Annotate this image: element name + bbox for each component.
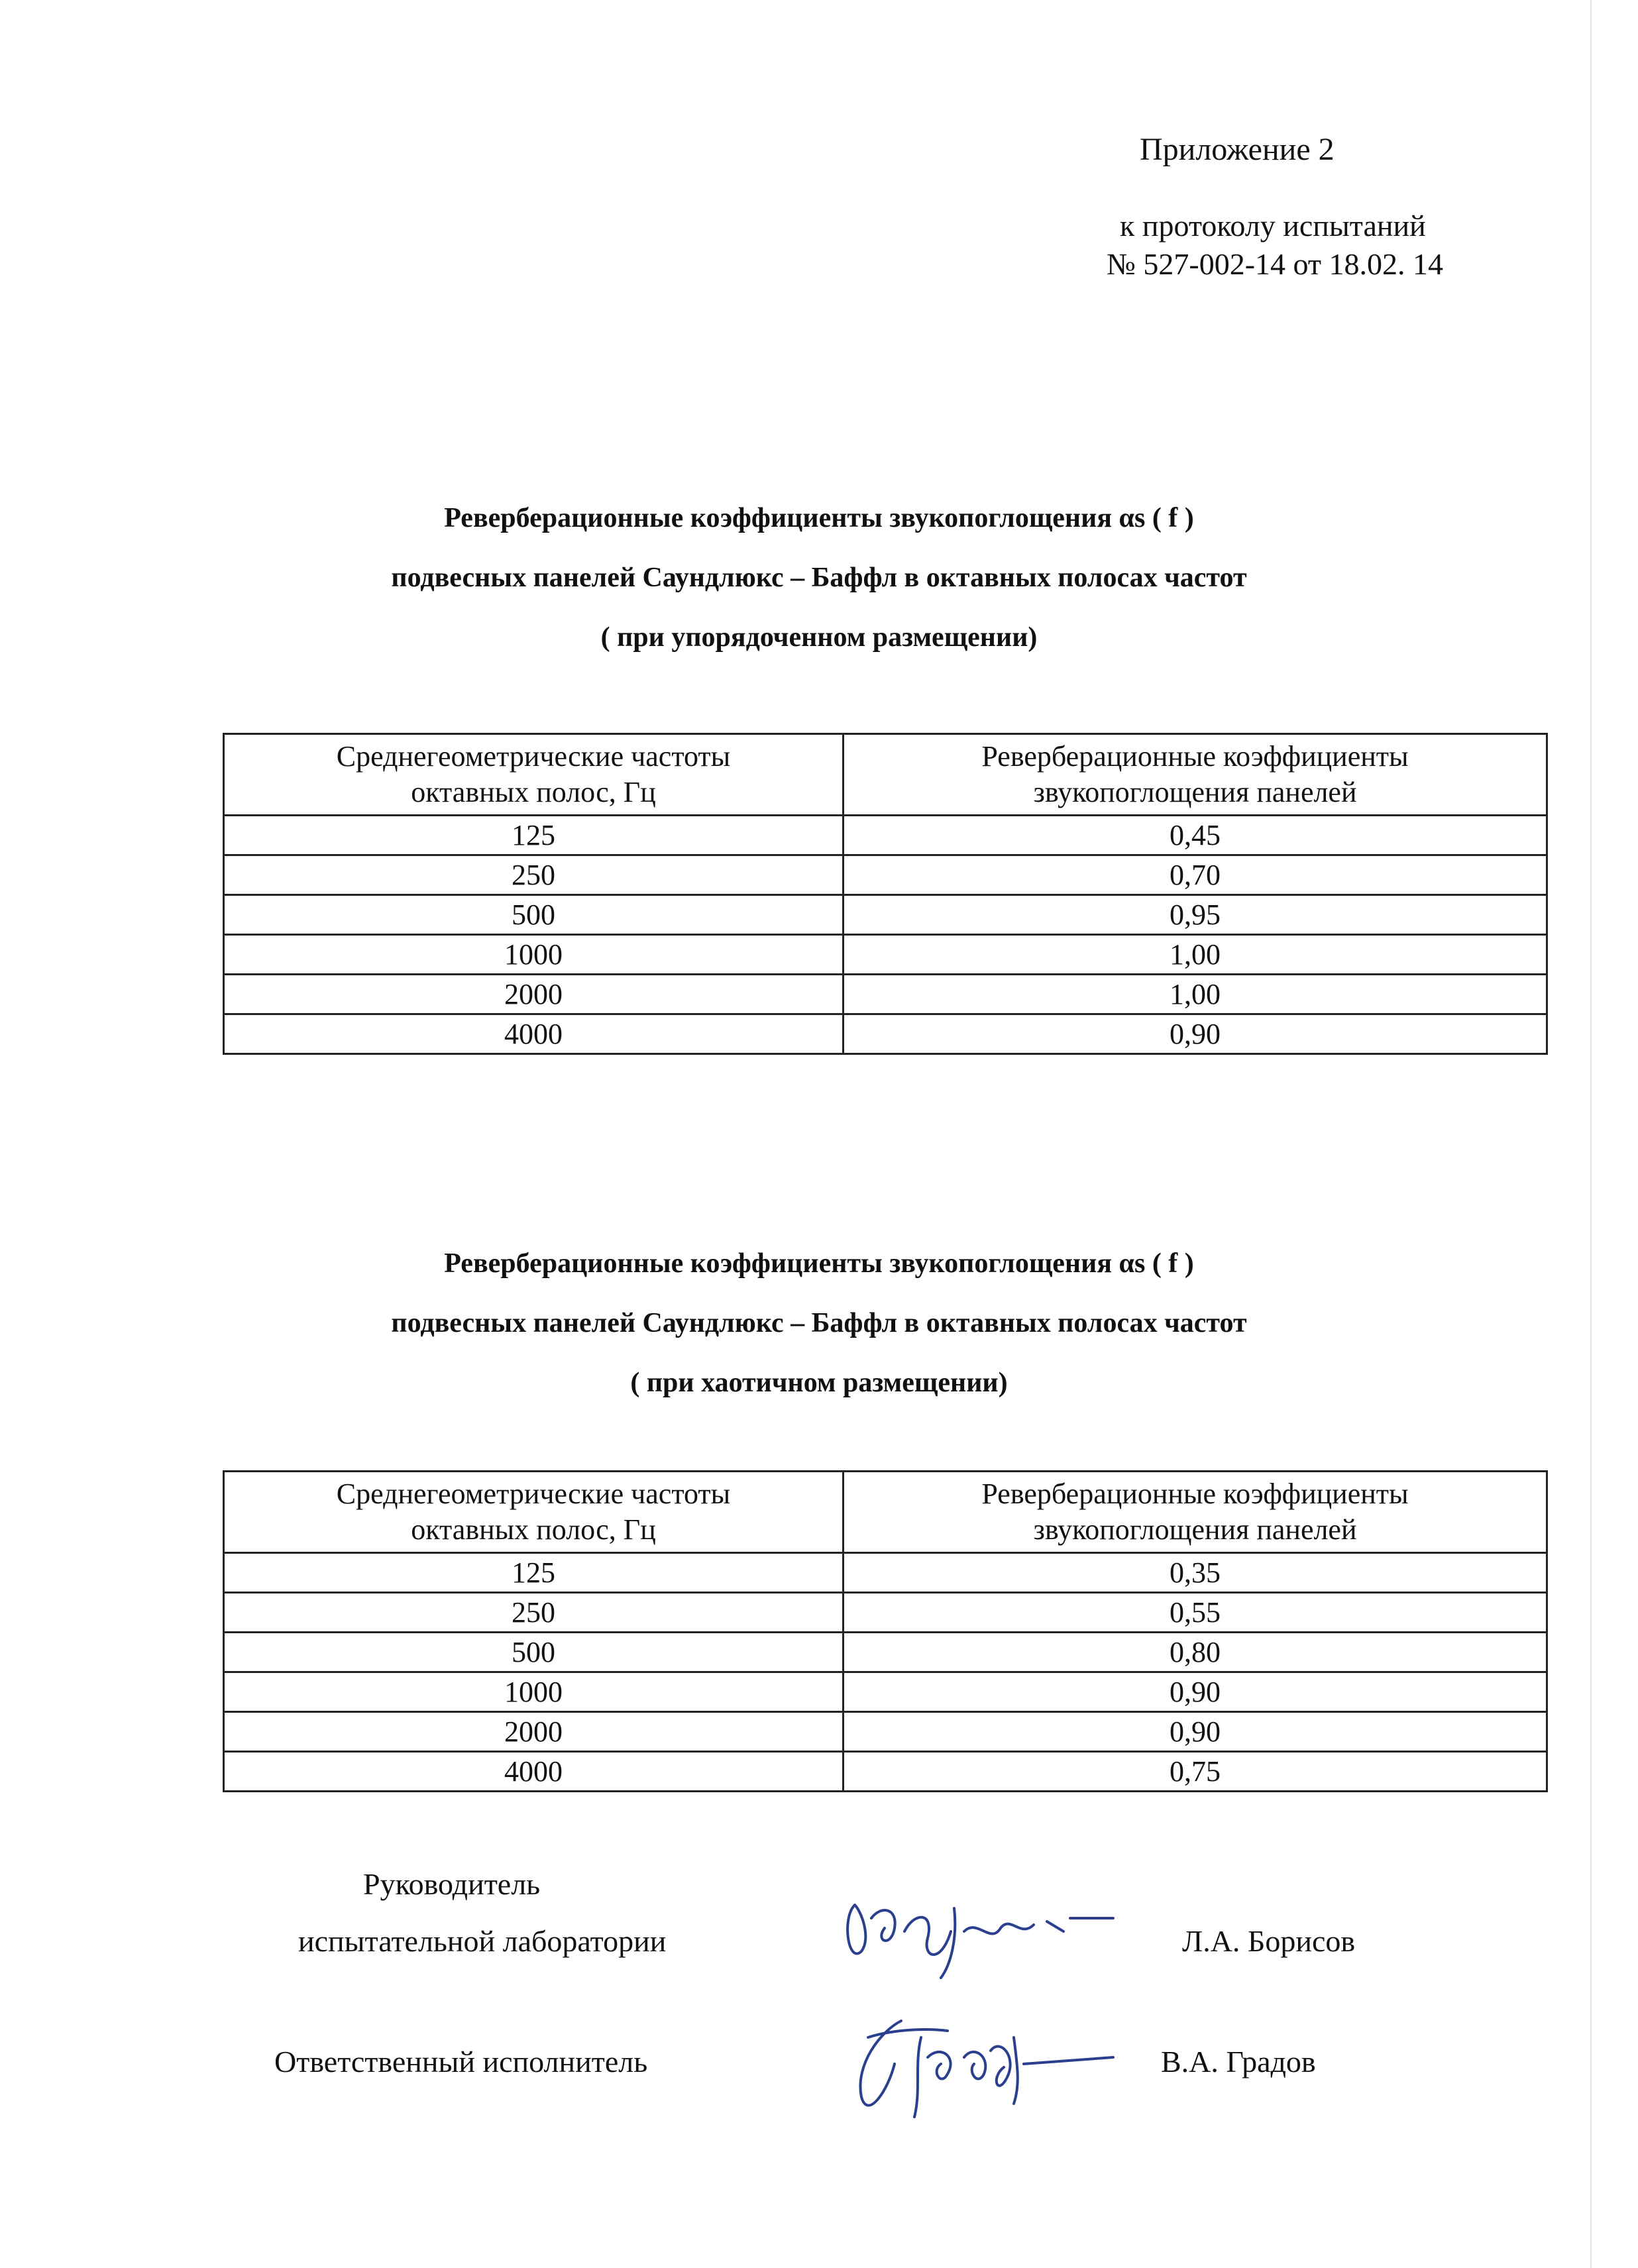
table-row xyxy=(224,1752,1547,1792)
col-header-coefficient-line-2: звукопоглощения панелей xyxy=(1033,776,1357,808)
table-header-row xyxy=(224,734,1547,816)
col-header-coefficient xyxy=(844,1472,1547,1553)
col-header-coefficient-line-1: Реверберационные коэффициенты xyxy=(981,740,1409,773)
col-header-frequency-line-2: октавных полос, Гц xyxy=(411,776,656,808)
section-1-title-line-1: Реверберационные коэффициенты звукопоглощения αs ( f ) xyxy=(444,503,1194,533)
head-name: Л.А. Борисов xyxy=(1182,1924,1356,1958)
coefficient-cell: 1,00 xyxy=(844,975,1547,1014)
table-row xyxy=(224,816,1547,855)
protocol-line-1: к протоколу испытаний xyxy=(1120,209,1426,243)
table-row xyxy=(224,935,1547,975)
appendix-label: Приложение 2 xyxy=(1140,132,1335,167)
coefficient-cell: 0,75 xyxy=(844,1752,1547,1792)
col-header-frequency xyxy=(224,734,844,816)
table-row xyxy=(224,1593,1547,1633)
coefficient-cell: 0,95 xyxy=(844,895,1547,935)
protocol-reference xyxy=(1107,207,1443,284)
table-row xyxy=(224,855,1547,895)
coefficient-cell: 1,00 xyxy=(844,935,1547,975)
table-row xyxy=(224,1672,1547,1712)
frequency-cell: 1000 xyxy=(224,935,844,975)
frequency-cell: 4000 xyxy=(224,1014,844,1054)
section-2-title-line-2: подвесных панелей Саундлюкс – Баффл в октавных полосах частот xyxy=(391,1308,1247,1338)
head-title-line-2: испытательной лаборатории xyxy=(298,1924,667,1958)
table-row xyxy=(224,1712,1547,1752)
frequency-cell: 4000 xyxy=(224,1752,844,1792)
coefficient-cell: 0,35 xyxy=(844,1553,1547,1593)
coefficient-cell: 0,45 xyxy=(844,816,1547,855)
table-row xyxy=(224,895,1547,935)
page-edge xyxy=(1590,0,1592,2268)
col-header-frequency-line-1: Среднегеометрические частоты xyxy=(336,1478,731,1510)
frequency-cell: 2000 xyxy=(224,1712,844,1752)
coefficient-cell: 0,90 xyxy=(844,1672,1547,1712)
section-1-title xyxy=(0,488,1638,667)
coefficient-cell: 0,90 xyxy=(844,1014,1547,1054)
section-2-table xyxy=(223,1470,1548,1792)
section-1-table xyxy=(223,733,1548,1055)
col-header-frequency xyxy=(224,1472,844,1553)
col-header-frequency-line-1: Среднегеометрические частоты xyxy=(336,740,731,773)
frequency-cell: 500 xyxy=(224,895,844,935)
section-2-title xyxy=(0,1234,1638,1413)
section-2-title-line-1: Реверберационные коэффициенты звукопоглощения αs ( f ) xyxy=(444,1248,1194,1279)
table-header-row xyxy=(224,1472,1547,1553)
table-row xyxy=(224,1633,1547,1672)
coefficient-cell: 0,90 xyxy=(844,1712,1547,1752)
frequency-cell: 500 xyxy=(224,1633,844,1672)
frequency-cell: 125 xyxy=(224,1553,844,1593)
frequency-cell: 250 xyxy=(224,855,844,895)
col-header-frequency-line-2: октавных полос, Гц xyxy=(411,1513,656,1546)
head-signature xyxy=(835,1892,1126,1984)
section-1-title-line-3: ( при упорядоченном размещении) xyxy=(600,622,1038,653)
coefficient-cell: 0,55 xyxy=(844,1593,1547,1633)
coefficient-cell: 0,70 xyxy=(844,855,1547,895)
col-header-coefficient-line-2: звукопоглощения панелей xyxy=(1033,1513,1357,1546)
section-2-title-line-3: ( при хаотичном размещении) xyxy=(630,1368,1008,1398)
table-row xyxy=(224,1014,1547,1054)
executor-name: В.А. Градов xyxy=(1161,2045,1316,2079)
col-header-coefficient-line-1: Реверберационные коэффициенты xyxy=(981,1478,1409,1510)
frequency-cell: 1000 xyxy=(224,1672,844,1712)
table-row xyxy=(224,1553,1547,1593)
frequency-cell: 2000 xyxy=(224,975,844,1014)
col-header-coefficient xyxy=(844,734,1547,816)
executor-signature xyxy=(842,2011,1120,2124)
frequency-cell: 125 xyxy=(224,816,844,855)
table-row xyxy=(224,975,1547,1014)
frequency-cell: 250 xyxy=(224,1593,844,1633)
section-1-title-line-2: подвесных панелей Саундлюкс – Баффл в октавных полосах частот xyxy=(391,563,1247,593)
protocol-line-2: № 527-002-14 от 18.02. 14 xyxy=(1107,247,1444,281)
head-title-line-1: Руководитель xyxy=(363,1867,541,1901)
executor-title: Ответственный исполнитель xyxy=(274,2045,648,2079)
coefficient-cell: 0,80 xyxy=(844,1633,1547,1672)
